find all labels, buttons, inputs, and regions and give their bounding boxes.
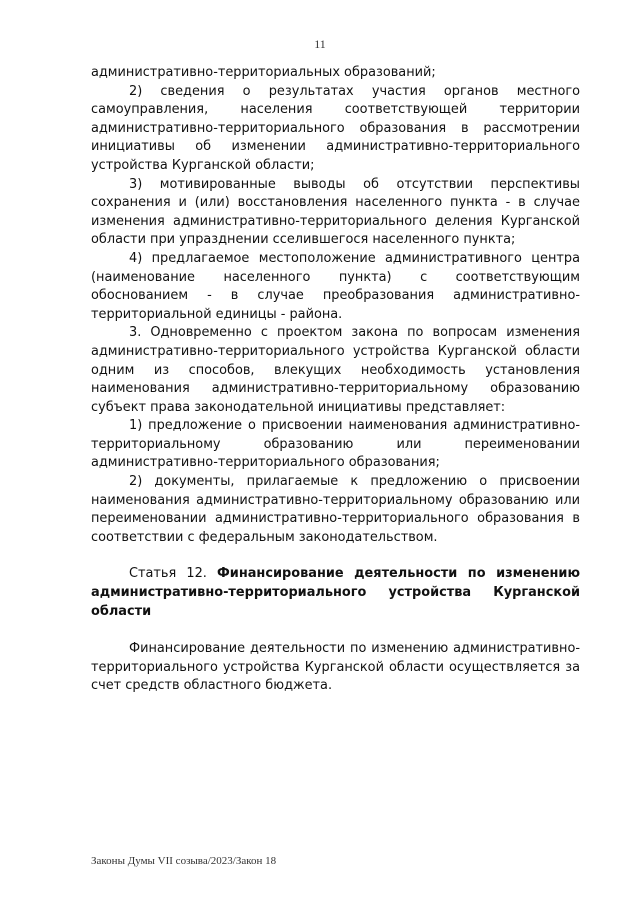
document-body xyxy=(91,64,580,696)
paragraph-item-4: 4) предлагаемое местоположение административного центра (наименование населенного пункта) с соответствующим обоснованием - в случае преобразования административно-территориальной единицы - района. xyxy=(91,250,580,322)
paragraph-subitem-2: 2) документы, прилагаемые к предложению о присвоении наименования административно-территориальному образованию или переименовании административно-территориального образования в соответствии с федеральным законодательством. xyxy=(91,474,580,545)
page-number: 11 xyxy=(314,37,326,51)
article-title: Финансирование деятельности по изменению административно-территориального устройства Курганской области xyxy=(91,566,580,619)
article-heading xyxy=(91,565,580,621)
article-prefix: Статья 12. xyxy=(129,566,218,582)
paragraph-continuation: административно-территориальных образований; xyxy=(91,65,436,80)
paragraph-item-2: 2) сведения о результатах участия органов местного самоуправления, населения соответствующей территории административно-территориального образования в рассмотрении инициативы об изменении административно-территориального устройства Курганской области; xyxy=(91,83,580,173)
paragraph-part-3: 3. Одновременно с проектом закона по вопросам изменения административно-территориального устройства Курганской области одним из способов, влекущих необходимость установления наименования административно-территориальному образованию субъект права законодательной инициативы представляет: xyxy=(91,325,580,415)
article-body: Финансирование деятельности по изменению административно-территориального устройства Курганской области осуществляется за счет средств областного бюджета. xyxy=(91,641,580,694)
paragraph-item-3: 3) мотивированные выводы об отсутствии перспективы сохранения и (или) восстановления населенного пункта - в случае изменения административно-территориального деления Курганской области при упразднении сселившегося населенного пункта; xyxy=(91,176,580,248)
footer-reference: Законы Думы VII созыва/2023/Закон 18 xyxy=(91,855,277,867)
paragraph-subitem-1: 1) предложение о присвоении наименования административно-территориальному образованию или переименовании административно-территориального образования; xyxy=(91,418,580,471)
